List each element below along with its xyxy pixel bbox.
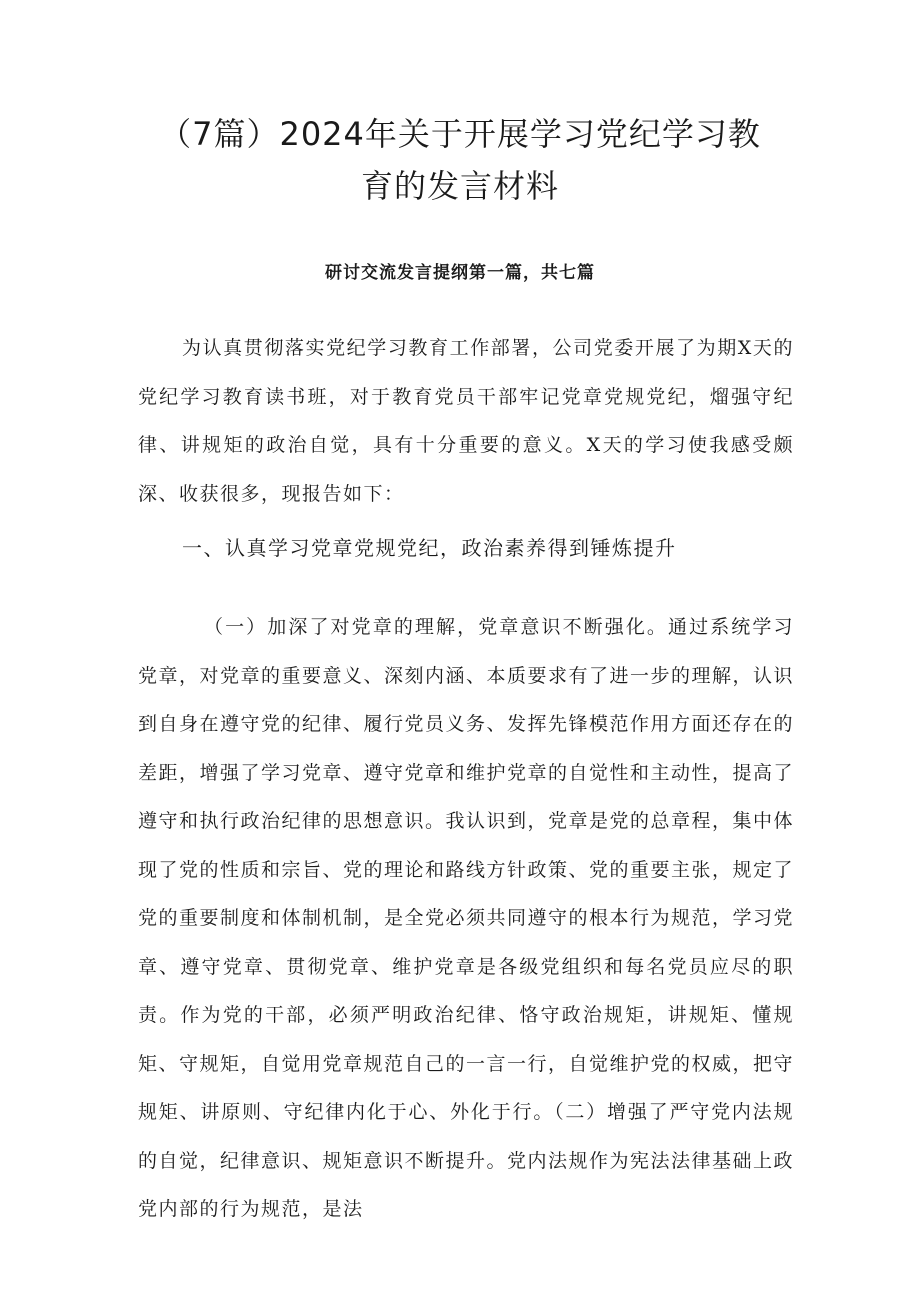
intro-paragraph: 为认真贯彻落实党纪学习教育工作部署，公司党委开展了为期X天的党纪学习教育读书班，对于教育党员干部牢记党章党规党纪，熘强守纪律、讲规矩的政治自觉，具有十分重要的意义。X天的学习使我感受颇深、收获很多，现报告如下：	[138, 337, 794, 505]
document-title	[120, 108, 800, 212]
section-1-heading: 一、认真学习党章党规党纪，政治素养得到锤炼提升	[182, 536, 677, 560]
section-1-paragraph: （一）加深了对党章的理解，党章意识不断强化。通过系统学习党章，对党章的重要意义、深刻内涵、本质要求有了进一步的理解，认识到自身在遵守党的纪律、履行党员义务、发挥先锋模范作用方面还存在的差距，增强了学习党章、遵守党章和维护党章的自觉性和主动性，提高了遵守和执行政治纪律的思想意识。我认识到，党章是党的总章程，集中体现了党的性质和宗旨、党的理论和路线方针政策、党的重要主张，规定了党的重要制度和体制机制，是全党必须共同遵守的根本行为规范，学习党章、遵守党章、贯彻党章、维护党章是各级党组织和每名党员应尽的职责。作为党的干部，必须严明政治纪律、恪守政治规矩，讲规矩、懂规矩、守规矩，自觉用党章规范自己的一言一行，自觉维护党的权威，把守规矩、讲原则、守纪律内化于心、外化于行。（二）增强了严守党内法规的自觉，纪律意识、规矩意识不断提升。党内法规作为宪法法律基础上政党内部的行为规范，是法	[138, 616, 795, 1220]
title-line-2: 育的发言材料	[360, 167, 559, 205]
title-line-1: （7篇）2024年关于开展学习党纪学习教	[159, 115, 761, 153]
document-subtitle: 研讨交流发言提纲第一篇，共七篇	[325, 263, 595, 283]
